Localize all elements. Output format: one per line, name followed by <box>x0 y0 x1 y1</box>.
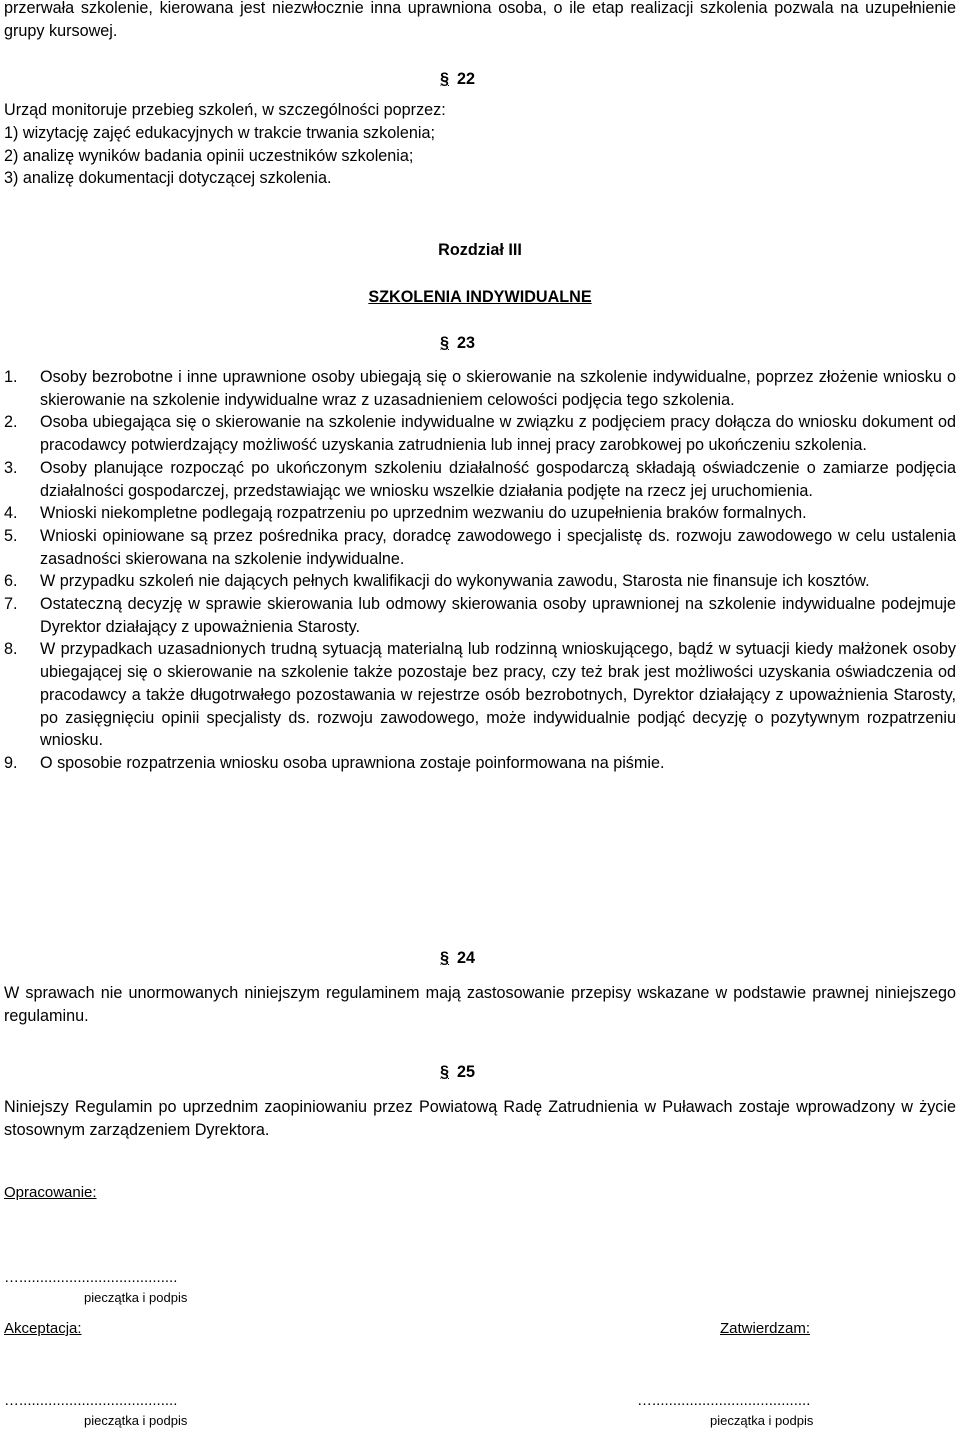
section-number: 25 <box>457 1063 476 1081</box>
item-text: Osoba ubiegająca się o skierowanie na szkolenie indywidualne w związku z podjęciem pracy dołącza do wniosku dokument od pracodawcy potwierdzający możliwość uzyskania zatrudnienia lub innej pracy zarobkowej po ukończeniu szkolenia. <box>40 413 956 455</box>
list-item <box>4 570 956 593</box>
prepared-label: Opracowanie: <box>4 1184 97 1201</box>
list-item <box>4 366 956 411</box>
prepared-stamp-caption: pieczątka i podpis <box>84 1290 188 1305</box>
chapter-title: Rozdział III <box>438 241 522 259</box>
item-number: 7. <box>4 595 18 614</box>
item-number: 4. <box>4 504 18 523</box>
list-item: 2) analizę wyników badania opinii uczestników szkolenia; <box>4 146 414 165</box>
section-22-lead: Urząd monitoruje przebieg szkoleń, w szczególności poprzez: <box>4 101 446 119</box>
section-number: 24 <box>457 949 476 967</box>
chapter-subtitle <box>0 286 960 309</box>
item-text: W przypadkach uzasadnionych trudną sytuacją materialną lub rodzinną wnioskującego, bądź w sytuacji kiedy małżonek osoby ubiegającej się o skierowanie na szkolenie także pozostaje bez pracy, czy też brak jest możliwości uzyskania oświadczenia od pracodawcy a także długotrwałego pozostawania w rejestrze osób bezrobotnych, Dyrektor działający z upoważnienia Starosty, po zasięgnięciu opinii specjalisty ds. rozwoju zawodowego, może indywidualnie podjąć decyzję o pozytywnym rozpatrzeniu wniosku. <box>40 640 956 750</box>
chapter-subtitle-text: SZKOLENIA INDYWIDUALNE <box>368 288 592 306</box>
item-number: 9. <box>4 753 18 772</box>
list-item <box>4 411 956 456</box>
item-text: Osoby bezrobotne i inne uprawnione osoby ubiegają się o skierowanie na szkolenie indywidualne, poprzez złożenie wniosku o skierowanie na szkolenie indywidualne wraz z uzasadnieniem celowości podjęcia tego szkolenia. <box>40 368 956 409</box>
approved-stamp-caption: pieczątka i podpis <box>710 1413 814 1428</box>
section-25-heading <box>440 1061 530 1084</box>
item-number: 5. <box>4 526 18 545</box>
accepted-stamp-caption: pieczątka i podpis <box>84 1413 188 1428</box>
item-number: 3. <box>4 458 18 477</box>
section-22-heading <box>440 68 530 91</box>
list-item: 3) analizę dokumentacji dotyczącej szkolenia. <box>4 169 332 188</box>
section-25-text: Niniejszy Regulamin po uprzednim zaopiniowaniu przez Powiatową Radę Zatrudnienia w Puławach zostaje wprowadzony w życie stosownym zarządzeniem Dyrektora. <box>4 1098 956 1139</box>
item-text: Ostateczną decyzję w sprawie skierowania lub odmowy skierowania osoby uprawnionej na szkolenie indywidualne podejmuje Dyrektor działający z upoważnienia Starosty. <box>40 595 956 636</box>
section-23-list <box>4 366 956 775</box>
item-number: 1. <box>4 368 18 386</box>
section-24-heading <box>440 947 530 970</box>
list-item <box>4 638 956 752</box>
section-number: 22 <box>457 70 476 88</box>
item-text: Osoby planujące rozpocząć po ukończonym szkoleniu działalność gospodarczą składają oświadczenie o zamiarze podjęcia działalności gospodarczej, przedstawiając we wniosku wszelkie działania podjęte na rzecz jej uruchomienia. <box>40 458 956 500</box>
accepted-label: Akceptacja: <box>4 1320 82 1337</box>
item-text: Wnioski niekompletne podlegają rozpatrzeniu po uprzednim wezwaniu do uzupełnienia braków formalnych. <box>40 504 807 523</box>
list-item <box>4 593 956 638</box>
section-symbol: § <box>440 70 450 88</box>
item-number: 6. <box>4 572 18 591</box>
list-item <box>4 502 956 525</box>
accepted-signature-line: …...................................... <box>4 1392 178 1409</box>
section-symbol: § <box>440 949 450 967</box>
section-symbol: § <box>440 1063 450 1081</box>
approved-label: Zatwierdzam: <box>720 1320 811 1337</box>
item-text: W przypadku szkoleń nie dających pełnych kwalifikacji do wykonywania zawodu, Starosta nie finansuje ich kosztów. <box>40 572 870 591</box>
list-item <box>4 752 956 775</box>
section-24-text: W sprawach nie unormowanych niniejszym regulaminem mają zastosowanie przepisy wskazane w podstawie prawnej niniejszego regulaminu. <box>4 984 956 1025</box>
section-22-list <box>4 122 956 190</box>
item-text: Wnioski opiniowane są przez pośrednika pracy, doradcę zawodowego i specjalistę ds. rozwoju zawodowego w celu ustalenia zasadności skierowana na szkolenie indywidualne. <box>40 526 956 568</box>
item-number: 2. <box>4 413 18 432</box>
list-item: 1) wizytację zajęć edukacyjnych w trakcie trwania szkolenia; <box>4 124 435 142</box>
item-text: O sposobie rozpatrzenia wniosku osoba uprawniona zostaje poinformowana na piśmie. <box>40 753 665 772</box>
prepared-signature-line: …...................................... <box>4 1269 178 1286</box>
list-item <box>4 525 956 570</box>
section-symbol: § <box>440 334 450 352</box>
list-item <box>4 457 956 502</box>
item-number: 8. <box>4 640 18 659</box>
section-number: 23 <box>457 334 476 352</box>
section-23-heading <box>440 332 530 355</box>
approved-signature-line: …...................................... <box>637 1392 811 1409</box>
intro-paragraph: przerwała szkolenie, kierowana jest niezwłocznie inna uprawniona osoba, o ile etap realizacji szkolenia pozwala na uzupełnienie grupy kursowej. <box>4 0 956 40</box>
